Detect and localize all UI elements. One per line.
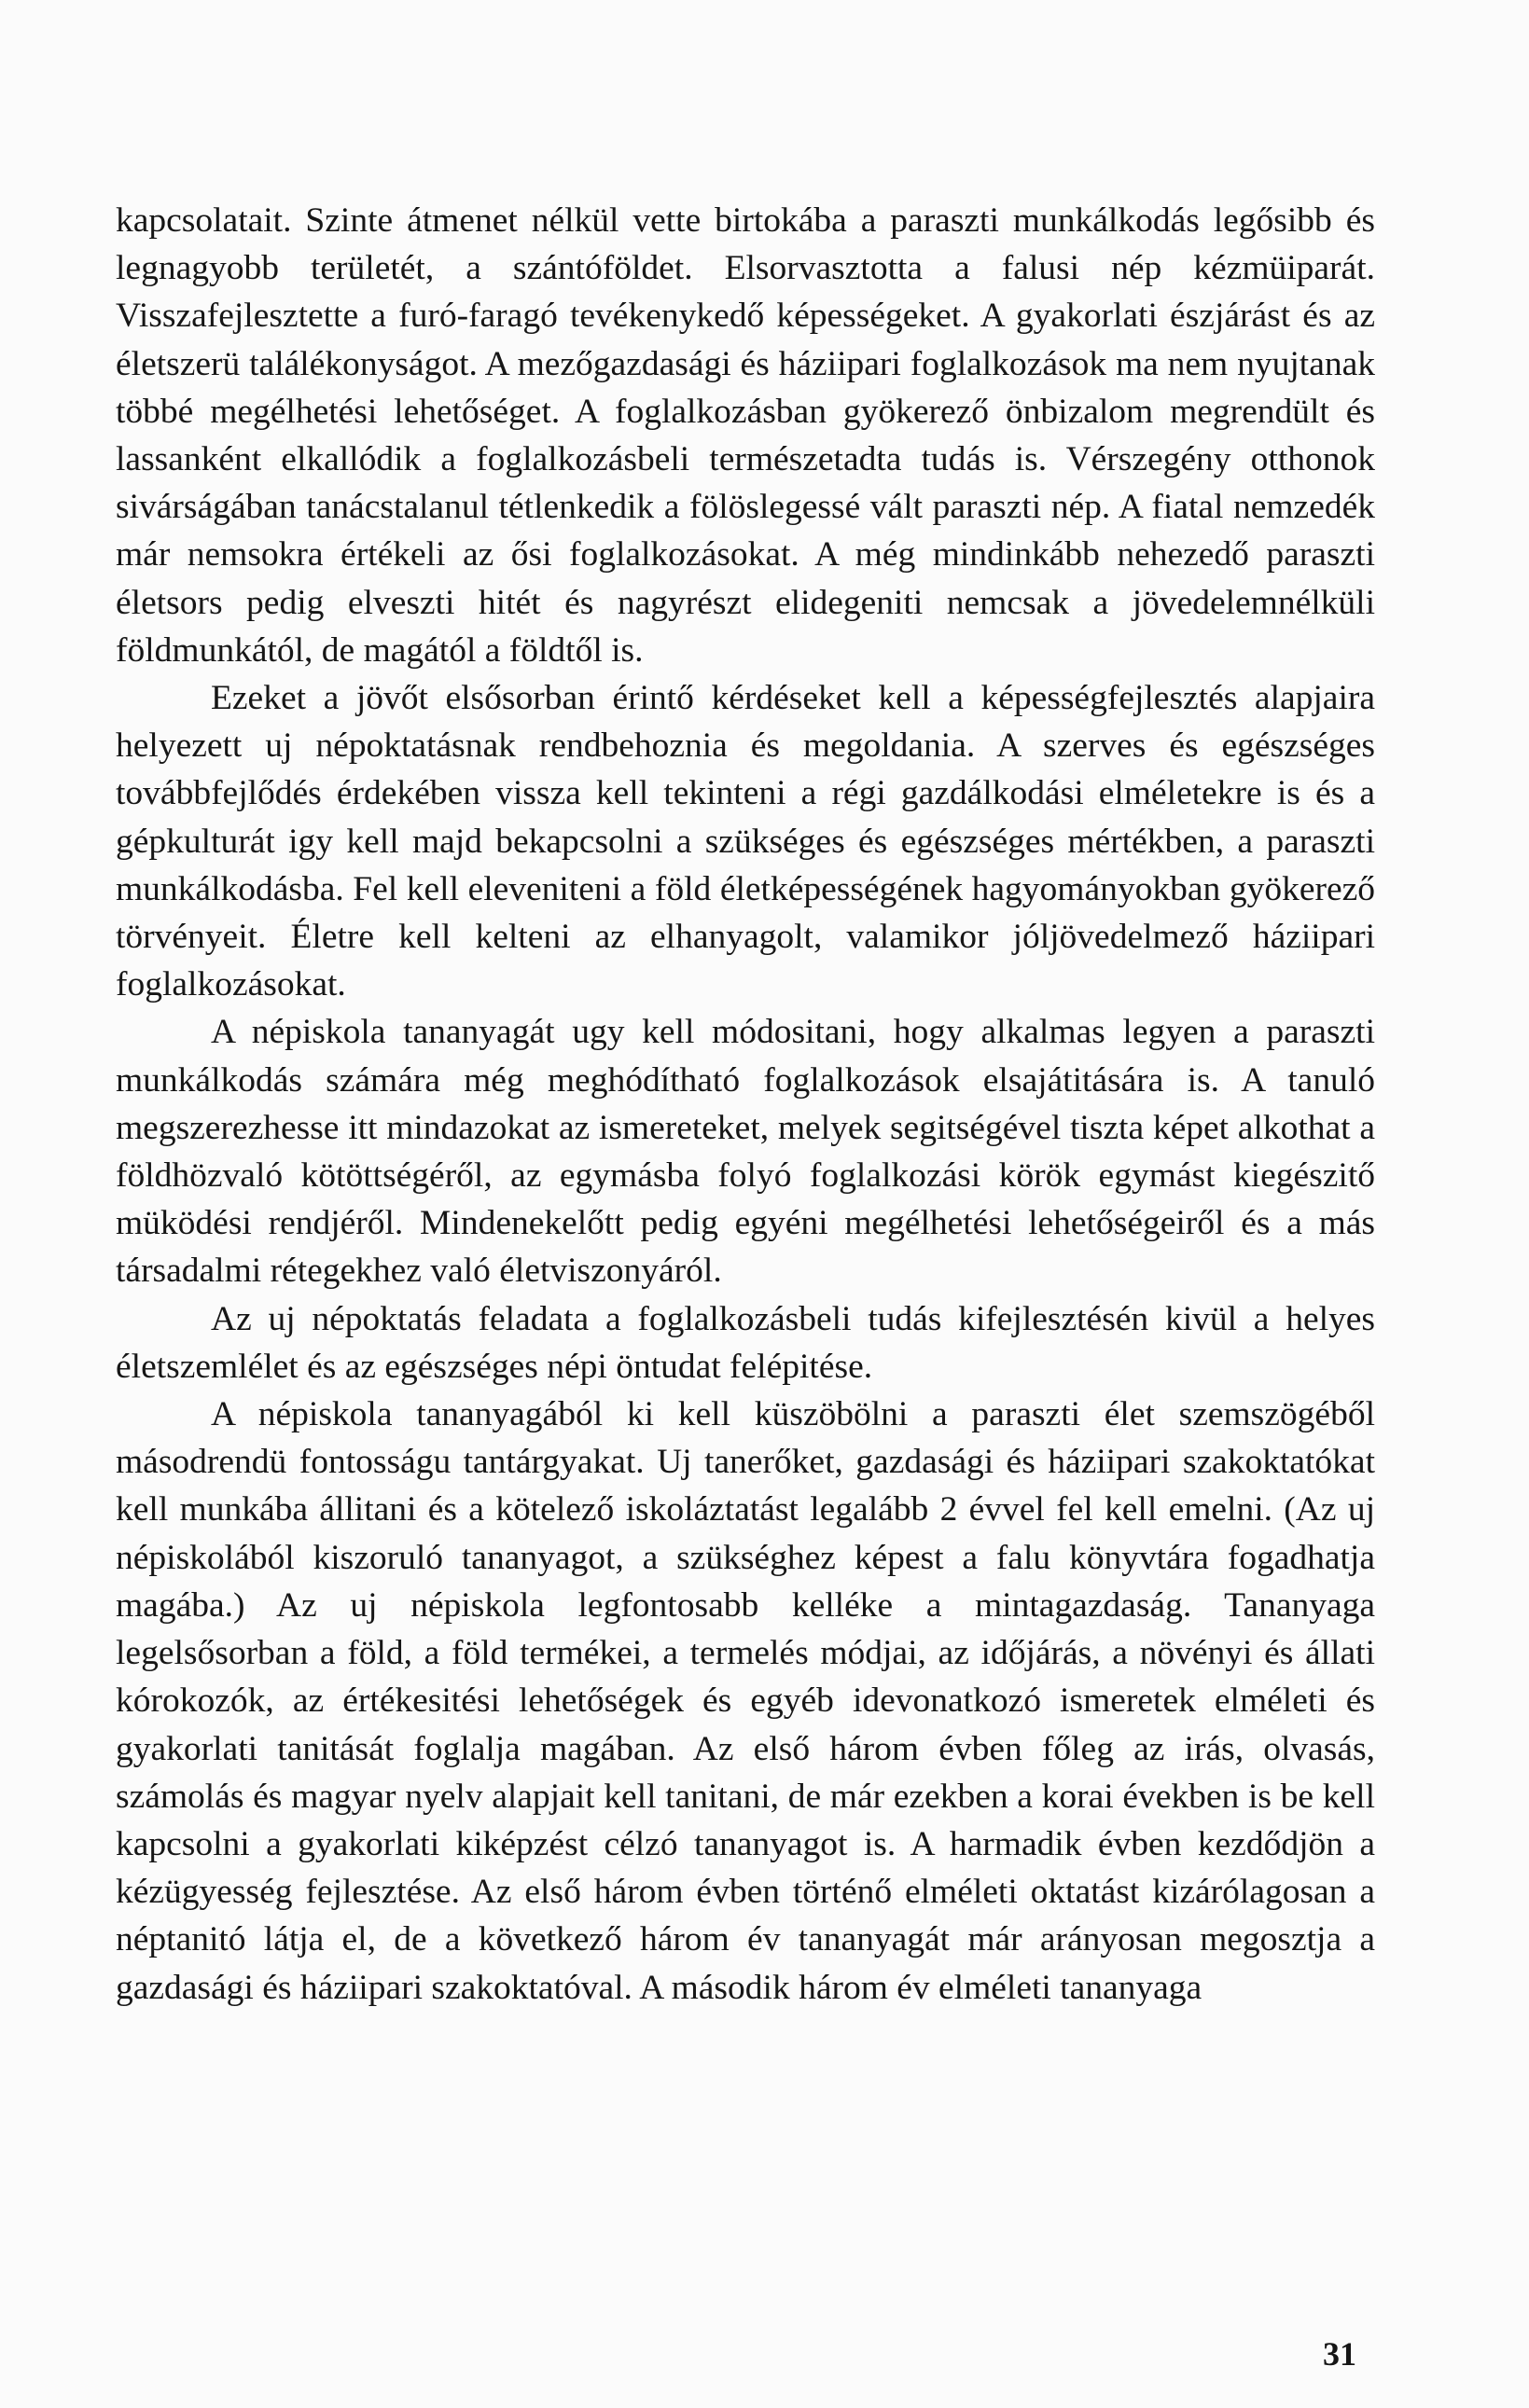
paragraph-4: Az uj népoktatás feladata a foglalkozásbeli tudás kifejlesztésén kivül a helyes életszemlélet és az egészséges népi öntudat felépitése. bbox=[116, 1299, 1375, 1386]
paragraph-1: kapcsolatait. Szinte átmenet nélkül vette birtokába a paraszti munkálkodás legősibb és legnagyobb területét, a szántóföldet. Elsorvasztotta a falusi nép kézmüiparát. Visszafejlesztette a furó-faragó tevékenykedő képességeket. A gyakorlati észjárást és az életszerü találékonyságot. A mezőgazdasági és háziipari foglalkozások ma nem nyujtanak többé megélhetési lehetőséget. A foglalkozásban gyökerező önbizalom megrendült és lassanként elkallódik a foglalkozásbeli természetadta tudás is. Vérszegény otthonok sivárságában tanácstalanul tétlenkedik a fölöslegessé vált paraszti nép. A fiatal nemzedék már nemsokra értékeli az ősi foglalkozásokat. A még mindinkább nehezedő paraszti életsors pedig elveszti hitét és nagyrészt elidegeniti nemcsak a jövedelemnélküli földmunkától, de magától a földtől is. bbox=[116, 201, 1375, 670]
page-number: 31 bbox=[1323, 2335, 1356, 2373]
body-text bbox=[116, 197, 1375, 2012]
paragraph-5: A népiskola tananyagából ki kell küszöbölni a paraszti élet szemszögéből másodrendü fontosságu tantárgyakat. Uj tanerőket, gazdasági és háziipari szakoktatókat kell munkába állitani és a kötelező iskoláztatást legalább 2 évvel fel kell emelni. (Az uj népiskolából kiszoruló tananyagot, a szükséghez képest a falu könyvtára fogadhatja magába.) Az uj népiskola legfontosabb kelléke a mintagazdaság. Tananyaga legelsősorban a föld, a föld termékei, a termelés módjai, az időjárás, a növényi és állati kórokozók, az értékesitési lehetőségek és egyéb idevonatkozó ismeretek elméleti és gyakorlati tanitását foglalja magában. Az első három évben főleg az irás, olvasás, számolás és magyar nyelv alapjait kell tanitani, de már ezekben a korai években is be kell kapcsolni a gyakorlati kiképzést célzó tananyagot is. A harmadik évben kezdődjön a kézügyesség fejlesztése. Az első három évben történő elméleti oktatást kizárólagosan a néptanitó látja el, de a következő három év tananyagát már arányosan megosztja a gazdasági és háziipari szakoktatóval. A második három év elméleti tananyaga bbox=[116, 1395, 1375, 2007]
paragraph-3: A népiskola tananyagát ugy kell módositani, hogy alkalmas legyen a paraszti munkálkodás számára még meghódítható foglalkozások elsajátitására is. A tanuló megszerezhesse itt mindazokat az ismereteket, melyek segitségével tiszta képet alkothat a földhözvaló kötöttségéről, az egymásba folyó foglalkozási körök egymást kiegészitő müködési rendjéről. Mindenekelőtt pedig egyéni megélhetési lehetőségeiről és a más társadalmi rétegekhez való életviszonyáról. bbox=[116, 1013, 1375, 1291]
paragraph-2: Ezeket a jövőt elsősorban érintő kérdéseket kell a képességfejlesztés alapjaira helyezett uj népoktatásnak rendbehoznia és megoldania. A szerves és egészséges továbbfejlődés érdekében vissza kell tekinteni a régi gazdálkodási elméletekre is és a gépkulturát igy kell majd bekapcsolni a szükséges és egészséges mértékben, a paraszti munkálkodásba. Fel kell eleveniteni a föld életképességének hagyományokban gyökerező törvényeit. Életre kell kelteni az elhanyagolt, valamikor jóljövedelmező háziipari foglalkozásokat. bbox=[116, 679, 1375, 1004]
